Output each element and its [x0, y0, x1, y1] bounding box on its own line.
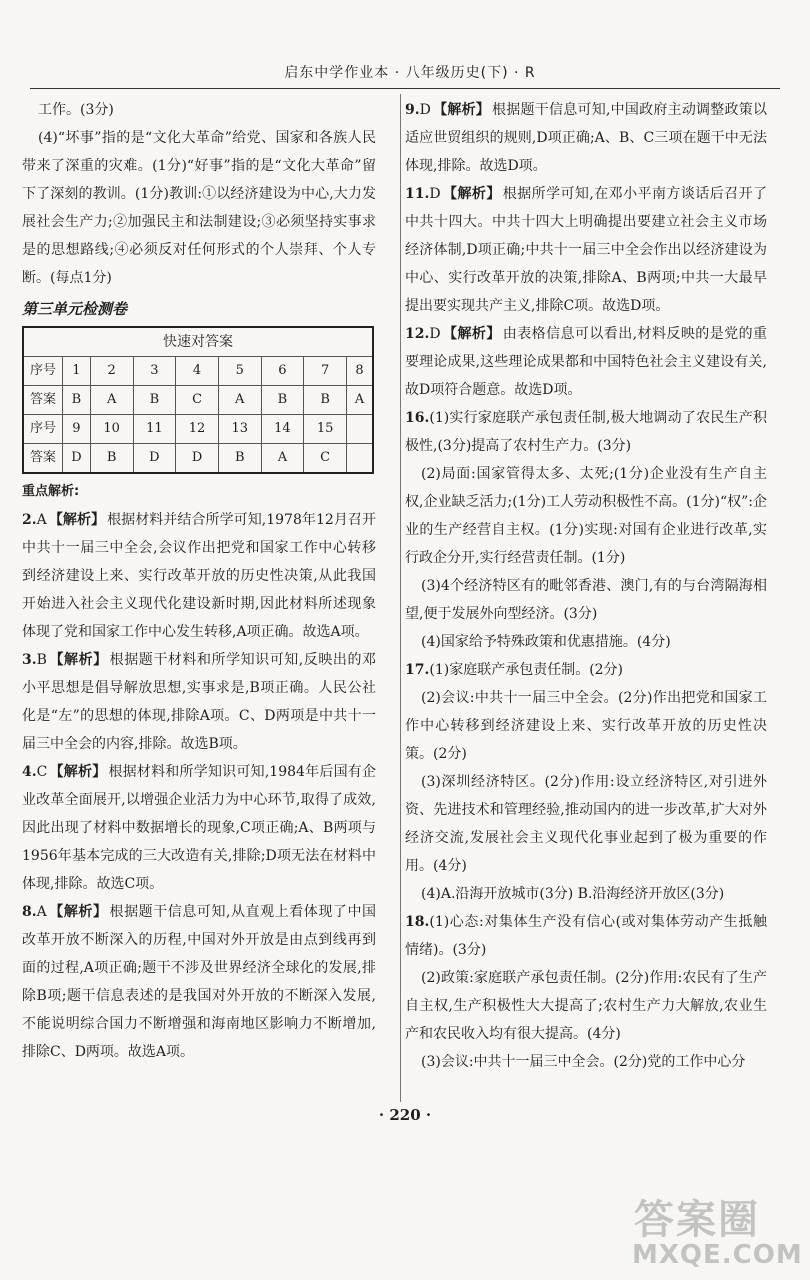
part-text: (1)家庭联产承包责任制。(2分)	[429, 662, 624, 678]
table-cell: C	[304, 444, 347, 474]
explanation-item	[405, 320, 767, 404]
question-16-part	[405, 404, 767, 460]
item-number: 2.	[22, 512, 37, 528]
item-number: 18.	[405, 914, 430, 930]
item-number: 17.	[405, 662, 430, 678]
item-text: 根据题干信息可知,从直观上看体现了中国改革开放不断深入的历程,中国对外开放是由点到线再到面的过程,A项正确;题干不涉及世界经济全球化的发展,排除B项;题干信息表述的是我国对外开放的不断深入发展,不能说明综合国力不断增强和海南地区影响力不断增加,排除C、D两项。故选A项。	[22, 904, 377, 1060]
item-text: 由表格信息可以看出,材料反映的是党的重要理论成果,这些理论成果都和中国特色社会主义建设有关,故D项符合题意。故选D项。	[405, 326, 768, 398]
answer-table	[22, 326, 374, 474]
table-cell: A	[90, 386, 133, 415]
analysis-tag: 【解析】	[442, 326, 501, 342]
explanation-item	[22, 898, 376, 1066]
question-18-part: (3)会议:中共十一届三中全会。(2分)党的工作中心分	[421, 1054, 746, 1070]
table-cell: 11	[133, 415, 176, 444]
table-row-head: 答案	[23, 444, 63, 474]
analysis-tag: 【解析】	[48, 512, 106, 528]
table-cell: C	[176, 386, 219, 415]
column-divider	[400, 94, 401, 1102]
item-answer: A	[36, 904, 47, 920]
answer-part-4: (4)“坏事”指的是“文化大革命”给党、国家和各族人民带来了深重的灾难。(1分)“好事”指的是“文化大革命”留下了深刻的教训。(1分)教训:①以经济建设为中心,大力发展社会生产力;②加强民主和法制建设;③必须坚持实事求是的思想路线;④必须反对任何形式的个人崇拜、个人专断。(每点1分)	[22, 130, 376, 286]
item-text: 根据题干材料和所学知识可知,反映出的邓小平思想是倡导解放思想,实事求是,B项正确。人民公社化是“左”的思想的体现,排除A项。C、D两项是中共十一届三中全会的内容,排除。故选B项。	[22, 652, 377, 752]
question-17-part: (3)深圳经济特区。(2分)作用:设立经济特区,对引进外资、先进技术和管理经验,推动国内的进一步改革,扩大对外经济交流,发展社会主义现代化事业起到了极为重要的作用。(4分)	[405, 774, 767, 874]
table-cell: 4	[176, 357, 219, 386]
item-number: 3.	[22, 652, 37, 668]
left-column	[22, 96, 376, 1066]
page-number: · 220 ·	[378, 1106, 432, 1124]
section-title: 第三单元检测卷	[22, 300, 128, 318]
explanation-item	[22, 758, 376, 898]
table-cell: 2	[90, 357, 133, 386]
item-answer: C	[36, 764, 48, 780]
table-cell: D	[133, 444, 176, 474]
running-header: 启东中学作业本 · 八年级历史(下) · R	[284, 65, 536, 81]
item-answer: D	[419, 102, 431, 118]
item-text: 根据材料和所学知识可知,1984年后国有企业改革全面展开,以增强企业活力为中心环节,取得了成效,因此出现了材料中数据增长的现象,C项正确;A、B两项与1956年基本完成的三大改造有关,排除;D项无法在材料中体现,排除。故选C项。	[22, 764, 377, 892]
table-cell: 6	[261, 357, 304, 386]
table-cell: 13	[218, 415, 261, 444]
table-cell: A	[261, 444, 304, 474]
item-number: 9.	[405, 102, 420, 118]
table-row	[23, 444, 373, 474]
table-row-head: 答案	[23, 386, 63, 415]
item-answer: D	[429, 186, 441, 202]
item-text: 根据题干信息可知,中国政府主动调整政策以适应世贸组织的规则,D项正确;A、B、C三项在题干中无法体现,排除。故选D项。	[405, 102, 767, 174]
question-16-part: (3)4个经济特区有的毗邻香港、澳门,有的与台湾隔海相望,便于发展外向型经济。(3分)	[405, 578, 767, 622]
analysis-tag: 【解析】	[48, 904, 108, 920]
item-number: 16.	[405, 410, 430, 426]
item-answer: B	[36, 652, 47, 668]
part-text: (1)心态:对集体生产没有信心(或对集体劳动产生抵触情绪)。(3分)	[405, 914, 767, 958]
item-number: 4.	[22, 764, 37, 780]
table-cell: 8	[346, 357, 373, 386]
table-cell: 1	[63, 357, 91, 386]
table-cell	[346, 415, 373, 444]
item-number: 12.	[405, 326, 430, 342]
table-cell: D	[63, 444, 91, 474]
item-text: 根据所学可知,在邓小平南方谈话后召开了中共十四大。中共十四大上明确提出要建立社会主义市场经济体制,D项正确;中共十一届三中全会作出以经济建设为中心、实行改革开放的决策,排除A、B两项;中共一大最早提出要实现共产主义,排除C项。故选D项。	[405, 186, 768, 314]
table-row-head: 序号	[23, 357, 63, 386]
analysis-tag: 【解析】	[49, 764, 107, 780]
item-number: 11.	[405, 186, 430, 202]
table-row	[23, 386, 373, 415]
table-cell: A	[218, 386, 261, 415]
right-column	[405, 96, 767, 1076]
table-cell: A	[346, 386, 373, 415]
explanation-item	[405, 180, 767, 320]
header-rule	[30, 88, 780, 89]
question-16-part: (4)国家给予特殊政策和优惠措施。(4分)	[421, 634, 671, 650]
explanation-item	[405, 96, 767, 180]
table-cell: 15	[304, 415, 347, 444]
table-cell: 5	[218, 357, 261, 386]
item-answer: D	[429, 326, 441, 342]
table-cell: 7	[304, 357, 347, 386]
table-cell: 12	[176, 415, 219, 444]
question-17-part: (4)A.沿海开放城市(3分) B.沿海经济开放区(3分)	[421, 886, 725, 902]
key-analysis-heading: 重点解析:	[22, 484, 80, 499]
analysis-tag: 【解析】	[432, 102, 491, 118]
analysis-tag: 【解析】	[442, 186, 501, 202]
part-text: (1)实行家庭联产承包责任制,极大地调动了农民生产积极性,(3分)提高了农村生产力。(3分)	[405, 410, 767, 454]
table-cell: B	[304, 386, 347, 415]
table-cell: B	[261, 386, 304, 415]
analysis-tag: 【解析】	[48, 652, 108, 668]
table-cell: 14	[261, 415, 304, 444]
question-17-part: (2)会议:中共十一届三中全会。(2分)作出把党和国家工作中心转移到经济建设上来、实行改革开放的历史性决策。(2分)	[405, 690, 767, 762]
table-cell: 10	[90, 415, 133, 444]
table-cell: D	[176, 444, 219, 474]
continued-text: 工作。(3分)	[38, 102, 114, 118]
question-18-part	[405, 908, 767, 964]
item-text: 根据材料并结合所学可知,1978年12月召开中共十一届三中全会,会议作出把党和国家工作中心转移到经济建设上来、实行改革开放的历史性决策,从此我国开始进入社会主义现代化建设新时期,因此材料所述现象体现了党和国家工作中心发生转移,A项正确。故选A项。	[22, 512, 376, 640]
question-16-part: (2)局面:国家管得太多、太死;(1分)企业没有生产自主权,企业缺乏活力;(1分)工人劳动积极性不高。(1分)“权”:企业的生产经营自主权。(1分)实现:对国有企业进行改革,实行政企分开,实行经营责任制。(1分)	[405, 466, 767, 566]
table-cell: B	[63, 386, 91, 415]
table-cell	[346, 444, 373, 474]
table-cell: 9	[63, 415, 91, 444]
explanation-item	[22, 506, 376, 646]
question-17-part	[405, 656, 767, 684]
item-number: 8.	[22, 904, 37, 920]
answer-table-caption: 快速对答案	[23, 327, 373, 357]
table-cell: B	[133, 386, 176, 415]
table-row	[23, 415, 373, 444]
watermark-text: 答案圈	[634, 1197, 760, 1243]
item-answer: A	[36, 512, 47, 528]
explanation-item	[22, 646, 376, 758]
table-row-head: 序号	[23, 415, 63, 444]
table-cell: B	[90, 444, 133, 474]
table-cell: 3	[133, 357, 176, 386]
watermark-logo	[628, 1188, 803, 1276]
watermark-domain: MXQE.COM	[632, 1240, 803, 1270]
table-row	[23, 357, 373, 386]
table-cell: B	[218, 444, 261, 474]
question-18-part: (2)政策:家庭联产承包责任制。(2分)作用:农民有了生产自主权,生产积极性大大提高了;农村生产力大解放,农业生产和农民收入均有很大提高。(4分)	[405, 970, 767, 1042]
